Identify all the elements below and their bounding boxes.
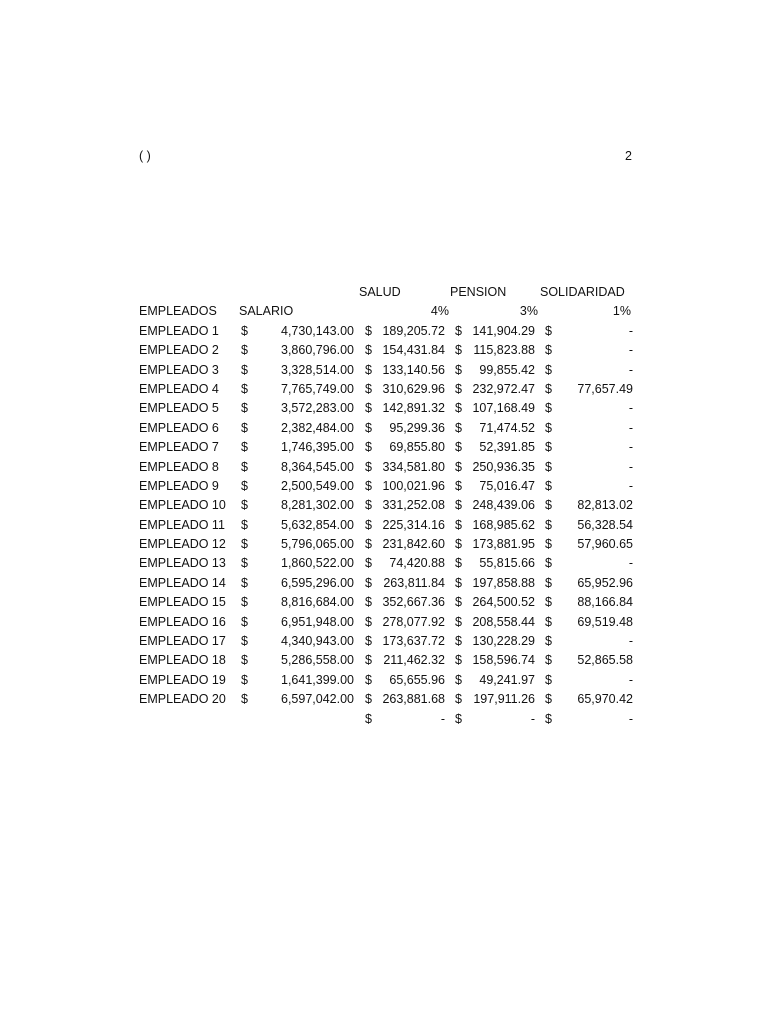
total-salud-value: - [440, 711, 445, 726]
solidaridad-currency: $ [545, 556, 552, 571]
header-salud-rate: 4% [430, 304, 449, 319]
header-salario: SALARIO [239, 304, 294, 319]
pension-value: 71,474.52 [479, 420, 535, 435]
salud-currency: $ [365, 634, 372, 649]
salud-currency: $ [365, 362, 372, 377]
pension-currency: $ [455, 440, 462, 455]
employee-name: EMPLEADO 11 [139, 517, 225, 532]
solidaridad-value: 65,952.96 [577, 575, 633, 590]
salud-currency: $ [365, 498, 372, 513]
pension-currency: $ [455, 420, 462, 435]
employee-name: EMPLEADO 10 [139, 498, 226, 513]
employee-name: EMPLEADO 20 [139, 692, 226, 707]
solidaridad-currency: $ [545, 323, 552, 338]
salud-currency: $ [365, 323, 372, 338]
employee-name: EMPLEADO 17 [139, 634, 226, 649]
solidaridad-value: - [628, 362, 633, 377]
salario-currency: $ [241, 440, 248, 455]
salario-value: 4,340,943.00 [281, 634, 354, 649]
salario-value: 4,730,143.00 [281, 323, 354, 338]
solidaridad-currency: $ [545, 343, 552, 358]
header-solidaridad: SOLIDARIDAD [540, 285, 625, 299]
table-row [139, 438, 633, 457]
salud-currency: $ [365, 575, 372, 590]
salario-currency: $ [241, 614, 248, 629]
salud-value: 231,842.60 [382, 537, 445, 552]
salario-currency: $ [241, 692, 248, 707]
salario-currency: $ [241, 401, 248, 416]
pension-currency: $ [455, 498, 462, 513]
salario-value: 3,328,514.00 [281, 362, 354, 377]
solidaridad-value: 65,970.42 [577, 692, 633, 707]
pension-value: 141,904.29 [472, 323, 535, 338]
header-pension: PENSION [450, 285, 507, 299]
salario-value: 5,632,854.00 [281, 517, 354, 532]
pension-currency: $ [455, 614, 462, 629]
salario-value: 6,595,296.00 [281, 575, 354, 590]
solidaridad-currency: $ [545, 498, 552, 513]
salario-currency: $ [241, 634, 248, 649]
salud-value: 278,077.92 [382, 614, 445, 629]
solidaridad-value: 56,328.54 [577, 517, 633, 532]
salario-currency: $ [241, 459, 248, 474]
pension-value: 107,168.49 [472, 401, 535, 416]
pension-currency: $ [455, 692, 462, 707]
salario-value: 1,746,395.00 [281, 440, 354, 455]
solidaridad-value: 88,166.84 [577, 595, 633, 610]
header-salud: SALUD [359, 285, 401, 299]
salario-value: 1,641,399.00 [281, 672, 354, 687]
page-number: 2 [625, 149, 632, 163]
table-row [139, 341, 633, 360]
salud-value: 95,299.36 [389, 420, 445, 435]
salario-currency: $ [241, 517, 248, 532]
solidaridad-currency: $ [545, 381, 552, 396]
salud-value: 211,462.32 [383, 653, 445, 668]
salud-currency: $ [365, 343, 372, 358]
solidaridad-value: 52,865.58 [577, 653, 633, 668]
salario-currency: $ [241, 381, 248, 396]
table-row [139, 516, 633, 535]
employee-name: EMPLEADO 13 [139, 556, 226, 571]
salud-currency: $ [365, 401, 372, 416]
table-row [139, 671, 633, 690]
pension-value: 250,936.35 [472, 459, 535, 474]
total-pension-currency: $ [455, 711, 462, 726]
table-row [139, 458, 633, 477]
pension-value: 52,391.85 [479, 440, 535, 455]
pension-currency: $ [455, 672, 462, 687]
solidaridad-value: - [628, 323, 633, 338]
total-salud-currency: $ [365, 711, 372, 726]
total-pension-value: - [530, 711, 535, 726]
table-row [139, 690, 633, 709]
salario-value: 3,572,283.00 [281, 401, 354, 416]
table-row [139, 651, 633, 670]
pension-value: 197,911.26 [473, 692, 535, 707]
salario-value: 5,286,558.00 [281, 653, 354, 668]
pension-currency: $ [455, 653, 462, 668]
solidaridad-value: - [628, 401, 633, 416]
pension-value: 264,500.52 [472, 595, 535, 610]
salario-currency: $ [241, 556, 248, 571]
header-pension-rate: 3% [519, 304, 538, 319]
salud-value: 142,891.32 [382, 401, 445, 416]
salario-currency: $ [241, 595, 248, 610]
salud-value: 173,637.72 [382, 634, 445, 649]
solidaridad-currency: $ [545, 517, 552, 532]
employee-name: EMPLEADO 16 [139, 614, 226, 629]
employee-name: EMPLEADO 1 [139, 323, 219, 338]
salud-value: 331,252.08 [382, 498, 445, 513]
pension-currency: $ [455, 362, 462, 377]
employee-name: EMPLEADO 12 [139, 537, 226, 552]
solidaridad-currency: $ [545, 634, 552, 649]
salario-value: 2,500,549.00 [281, 478, 354, 493]
pension-currency: $ [455, 595, 462, 610]
solidaridad-currency: $ [545, 653, 552, 668]
table-row [139, 496, 633, 515]
solidaridad-currency: $ [545, 420, 552, 435]
table-row [139, 613, 633, 632]
pension-value: 248,439.06 [472, 498, 535, 513]
salud-value: 100,021.96 [382, 478, 445, 493]
table-row [139, 322, 633, 341]
pension-value: 232,972.47 [472, 381, 535, 396]
solidaridad-value: - [628, 440, 633, 455]
solidaridad-currency: $ [545, 537, 552, 552]
salario-value: 7,765,749.00 [281, 381, 354, 396]
page-header-left: ( ) [139, 149, 151, 163]
solidaridad-value: - [628, 478, 633, 493]
pension-value: 75,016.47 [479, 478, 535, 493]
header-empleados: EMPLEADOS [139, 304, 217, 319]
solidaridad-value: 77,657.49 [577, 381, 633, 396]
table-row [139, 477, 633, 496]
pension-value: 130,228.29 [472, 634, 535, 649]
salud-currency: $ [365, 672, 372, 687]
employee-name: EMPLEADO 8 [139, 459, 219, 474]
salud-currency: $ [365, 595, 372, 610]
salario-currency: $ [241, 672, 248, 687]
pension-currency: $ [455, 556, 462, 571]
table-row [139, 554, 633, 573]
salud-value: 263,881.68 [382, 692, 445, 707]
salud-value: 65,655.96 [389, 672, 445, 687]
solidaridad-value: - [628, 556, 633, 571]
salud-value: 69,855.80 [389, 440, 445, 455]
salud-value: 189,205.72 [382, 323, 445, 338]
pension-currency: $ [455, 323, 462, 338]
salud-value: 154,431.84 [382, 343, 445, 358]
pension-currency: $ [455, 401, 462, 416]
employee-name: EMPLEADO 14 [139, 575, 226, 590]
salud-currency: $ [365, 420, 372, 435]
solidaridad-value: - [628, 634, 633, 649]
pension-value: 197,858.88 [472, 575, 535, 590]
solidaridad-currency: $ [545, 575, 552, 590]
solidaridad-value: 57,960.65 [577, 537, 633, 552]
pension-currency: $ [455, 343, 462, 358]
pension-currency: $ [455, 478, 462, 493]
table-body [139, 322, 633, 710]
salario-value: 8,281,302.00 [281, 498, 354, 513]
solidaridad-value: - [628, 343, 633, 358]
salario-value: 6,951,948.00 [281, 614, 354, 629]
solidaridad-currency: $ [545, 478, 552, 493]
salud-value: 133,140.56 [382, 362, 445, 377]
employee-name: EMPLEADO 19 [139, 672, 226, 687]
group-header-row [139, 283, 633, 302]
table-row [139, 399, 633, 418]
salud-currency: $ [365, 459, 372, 474]
salud-currency: $ [365, 440, 372, 455]
salario-currency: $ [241, 478, 248, 493]
header-solidaridad-rate: 1% [612, 304, 631, 319]
solidaridad-currency: $ [545, 614, 552, 629]
solidaridad-currency: $ [545, 672, 552, 687]
salud-value: 352,667.36 [382, 595, 445, 610]
pension-value: 115,823.88 [473, 343, 535, 358]
salario-value: 2,382,484.00 [281, 420, 354, 435]
total-row [139, 710, 633, 729]
salario-value: 5,796,065.00 [281, 537, 354, 552]
payroll-table [139, 283, 633, 729]
table-row [139, 632, 633, 651]
salud-value: 334,581.80 [382, 459, 445, 474]
salario-currency: $ [241, 362, 248, 377]
pension-value: 208,558.44 [472, 614, 535, 629]
pension-currency: $ [455, 537, 462, 552]
pension-value: 49,241.97 [479, 672, 535, 687]
salario-value: 8,816,684.00 [281, 595, 354, 610]
salud-currency: $ [365, 614, 372, 629]
salud-value: 74,420.88 [389, 556, 445, 571]
employee-name: EMPLEADO 4 [139, 381, 219, 396]
salud-currency: $ [365, 556, 372, 571]
total-solidaridad-value: - [628, 711, 633, 726]
salud-currency: $ [365, 478, 372, 493]
solidaridad-value: - [628, 459, 633, 474]
pension-currency: $ [455, 459, 462, 474]
salario-value: 1,860,522.00 [281, 556, 354, 571]
employee-name: EMPLEADO 7 [139, 440, 219, 455]
table-row [139, 574, 633, 593]
employee-name: EMPLEADO 3 [139, 362, 219, 377]
pension-value: 55,815.66 [479, 556, 535, 571]
pension-currency: $ [455, 634, 462, 649]
employee-name: EMPLEADO 15 [139, 595, 226, 610]
salario-value: 8,364,545.00 [281, 459, 354, 474]
column-header-row [139, 302, 633, 321]
pension-value: 173,881.95 [472, 537, 535, 552]
table-row [139, 361, 633, 380]
solidaridad-value: 82,813.02 [577, 498, 633, 513]
employee-name: EMPLEADO 2 [139, 343, 219, 358]
salario-currency: $ [241, 343, 248, 358]
solidaridad-value: 69,519.48 [577, 614, 633, 629]
employee-name: EMPLEADO 18 [139, 653, 226, 668]
table-row [139, 380, 633, 399]
salario-value: 3,860,796.00 [281, 343, 354, 358]
solidaridad-currency: $ [545, 401, 552, 416]
salario-currency: $ [241, 498, 248, 513]
pension-currency: $ [455, 575, 462, 590]
solidaridad-currency: $ [545, 692, 552, 707]
salario-currency: $ [241, 537, 248, 552]
employee-name: EMPLEADO 9 [139, 478, 219, 493]
employee-name: EMPLEADO 5 [139, 401, 219, 416]
pension-currency: $ [455, 517, 462, 532]
salario-value: 6,597,042.00 [281, 692, 354, 707]
solidaridad-currency: $ [545, 595, 552, 610]
pension-value: 158,596.74 [472, 653, 535, 668]
table-row [139, 419, 633, 438]
salud-value: 263,811.84 [383, 575, 445, 590]
table-row [139, 535, 633, 554]
pension-value: 168,985.62 [472, 517, 535, 532]
total-solidaridad-currency: $ [545, 711, 552, 726]
salud-currency: $ [365, 692, 372, 707]
salud-value: 310,629.96 [382, 381, 445, 396]
solidaridad-value: - [628, 420, 633, 435]
pension-value: 99,855.42 [479, 362, 535, 377]
salud-currency: $ [365, 517, 372, 532]
salario-currency: $ [241, 420, 248, 435]
salud-currency: $ [365, 537, 372, 552]
solidaridad-currency: $ [545, 459, 552, 474]
salud-currency: $ [365, 653, 372, 668]
salario-currency: $ [241, 575, 248, 590]
solidaridad-value: - [628, 672, 633, 687]
salario-currency: $ [241, 323, 248, 338]
salud-value: 225,314.16 [382, 517, 445, 532]
solidaridad-currency: $ [545, 440, 552, 455]
table-row [139, 593, 633, 612]
solidaridad-currency: $ [545, 362, 552, 377]
pension-currency: $ [455, 381, 462, 396]
employee-name: EMPLEADO 6 [139, 420, 219, 435]
salud-currency: $ [365, 381, 372, 396]
salario-currency: $ [241, 653, 248, 668]
